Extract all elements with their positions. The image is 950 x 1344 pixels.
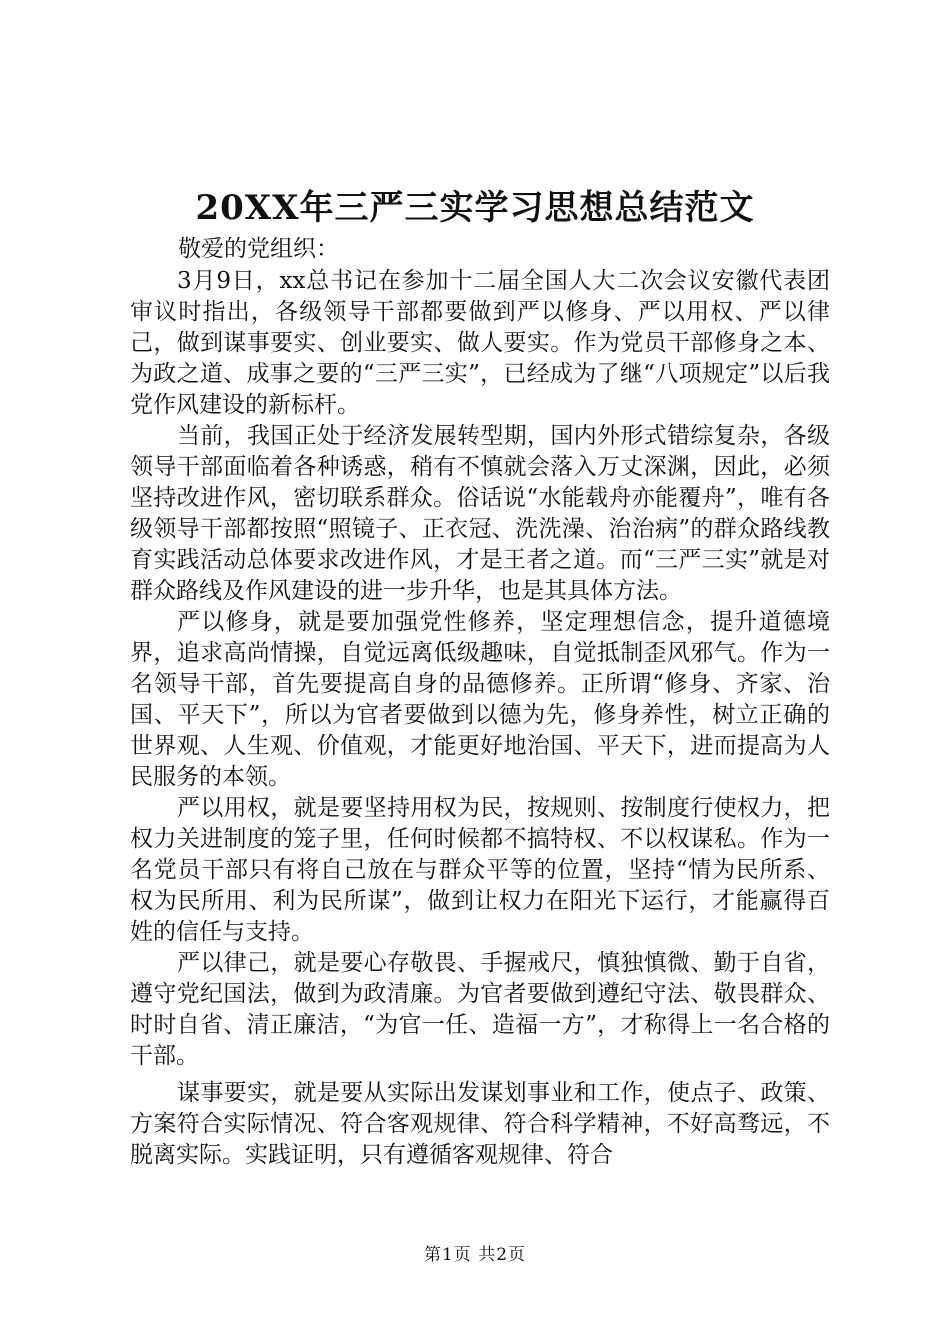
document-body [130, 232, 830, 1171]
paragraph: 严以用权，就是要坚持用权为民，按规则、按制度行使权力，把权力关进制度的笼子里，任何时候都不搞特权、不以权谋私。作为一名党员干部只有将自己放在与群众平等的位置，坚持“情为民所系、权为民所用、利为民所谋”，做到让权力在阳光下运行，才能赢得百姓的信任与支持。 [130, 795, 830, 945]
paragraph: 严以律己，就是要心存敬畏、手握戒尺，慎独慎微、勤于自省，遵守党纪国法，做到为政清廉。为官者要做到遵纪守法、敬畏群众、时时自省、清正廉洁，“为官一任、造福一方”，才称得上一名合格的干部。 [130, 950, 830, 1069]
paragraph: 谋事要实，就是要从实际出发谋划事业和工作，使点子、政策、方案符合实际情况、符合客观规律、符合科学精神，不好高骛远，不脱离实际。实践证明，只有遵循客观规律、符合 [130, 1080, 830, 1168]
salutation: 敬爱的党组织： [178, 236, 339, 262]
paragraph: 当前，我国正处于经济发展转型期，国内外形式错综复杂，各级领导干部面临着各种诱惑，稍有不慎就会落入万丈深渊，因此，必须坚持改进作风，密切联系群众。俗话说“水能载舟亦能覆舟”，唯有各级领导干部都按照“照镜子、正衣冠、洗洗澡、治治病”的群众路线教育实践活动总体要求改进作风，才是王者之道。而“三严三实”就是对群众路线及作风建设的进一步升华，也是其具体方法。 [130, 423, 830, 604]
page-footer: 第1页 共2页 [423, 1245, 527, 1265]
paragraph: 严以修身，就是要加强党性修养，坚定理想信念，提升道德境界，追求高尚情操，自觉远离低级趣味，自觉抵制歪风邪气。作为一名领导干部，首先要提高自身的品德修养。正所谓“修身、齐家、治国、平天下”，所以为官者要做到以德为先，修身养性，树立正确的世界观、人生观、价值观，才能更好地治国、平天下，进而提高为人民服务的本领。 [130, 609, 830, 790]
document-title: 20XX年三严三实学习思想总结范文 [195, 188, 755, 228]
paragraph: 3月9日，xx总书记在参加十二届全国人大二次会议安徽代表团审议时指出，各级领导干部都要做到严以修身、严以用权、严以律己，做到谋事要实、创业要实、做人要实。作为党员干部修身之本、为政之道、成事之要的“三严三实”，已经成为了继“八项规定”以后我党作风建设的新标杆。 [130, 268, 830, 418]
